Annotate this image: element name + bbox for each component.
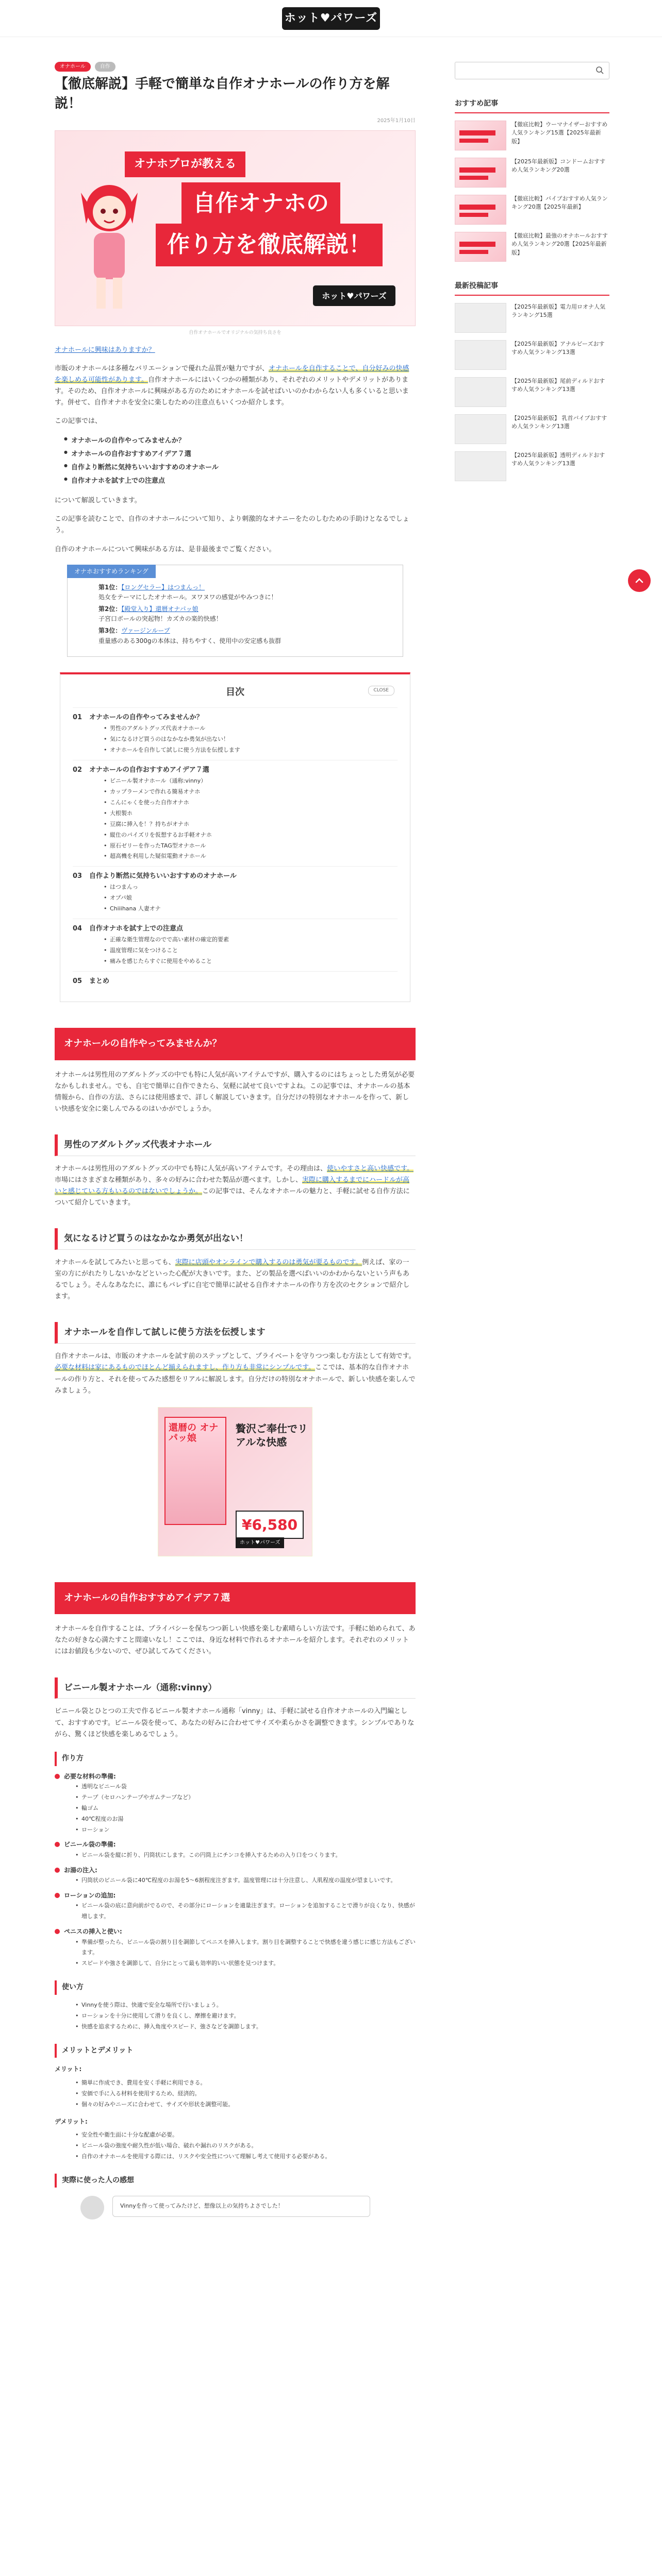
latest-item[interactable] xyxy=(455,377,609,407)
ranking-link-1[interactable]: 【ロングセラー】はつまんっ！ xyxy=(121,583,205,591)
toc-subentry[interactable]: • Chiiihana 人妻オナ xyxy=(104,904,398,914)
merit-list xyxy=(75,2078,416,2110)
s1a-link[interactable]: 使いやすさと高い快感です。 xyxy=(327,1164,414,1173)
latest-thumbnail xyxy=(455,340,506,370)
merit-item: • 個々の好みやニーズに合わせて、サイズや形状を調整可能。 xyxy=(75,2099,416,2110)
step-heading: ビニール袋の準備: xyxy=(55,1839,416,1850)
demerit-item: • 安全性や衛生面に十分な配慮が必要。 xyxy=(75,2130,416,2141)
ranking-item-2 xyxy=(98,604,392,624)
hero-image xyxy=(55,130,416,326)
toc-number: 03 xyxy=(73,872,82,880)
hero-logo: ホット♥パワーズ xyxy=(313,285,395,306)
ranking-item-3 xyxy=(98,626,392,646)
s1b-text-b: 例えば、家の一室の方にがれたりしないかなどといった心配が大きいです。また、どの製品を選べばいいのかわからないという声もあるでしょう。そんなあなたに、誰にもバレずに自宅で簡単に試せる自作オナホールの作り方を次のセクションで紹介します。 xyxy=(55,1259,410,1301)
toc-subentry[interactable]: • はつまんっ xyxy=(104,882,398,893)
latest-thumbnail xyxy=(455,377,506,407)
toc-sublist xyxy=(104,776,398,862)
site-logo-text: ホット♥パワーズ xyxy=(284,12,378,25)
step-heading: ペニスの挿入と使い: xyxy=(55,1926,416,1937)
site-logo[interactable] xyxy=(282,7,380,30)
demerit-list xyxy=(75,2130,416,2162)
toc-subentry[interactable]: • ビニール製オナホール（通称:vinny） xyxy=(104,776,398,787)
intro-bullet: ● オナホールの自作おすすめアイデア７選 xyxy=(64,448,416,461)
avatar xyxy=(80,2196,104,2219)
intro-link[interactable]: オナホールに興味はありますか？ xyxy=(55,346,155,354)
step-items xyxy=(75,1850,416,1861)
latest-title: 【2025年最新版】電力用ロオナ人気ランキング15選 xyxy=(511,303,605,319)
latest-title: 【2025年最新版】 乳首バイブおすすめ人気ランキング13選 xyxy=(511,414,607,430)
latest-title: 【2025年最新版】尾前ディルドおすすめ人気ランキング13選 xyxy=(511,377,605,393)
step-item: • 輪ゴム xyxy=(75,1803,416,1814)
intro-p1-link[interactable]: オナホールを自作することで、自分好みの快感を楽しめる可能性があります。 xyxy=(55,364,409,384)
hero-line1: 自作オナホの xyxy=(181,182,340,225)
step-item: • 準備が整ったら、ビニール袋の割り目を調節してペニスを挿入します。割り目を調整することで快感を違う感じに感じ方法もございます。 xyxy=(75,1937,416,1959)
section-heading-2: オナホールの自作おすすめアイデア７選 xyxy=(55,1582,416,1615)
chevron-up-icon xyxy=(634,575,644,586)
usage-list xyxy=(75,2000,416,2032)
search-box xyxy=(455,62,609,79)
ranking-desc: 重量感のある300gの本体は、持ちやすく、使用中の安定感も抜群 xyxy=(98,637,282,645)
merit-label: メリット: xyxy=(55,2065,82,2073)
speech-bubble: Vinnyを作って使ってみたけど、想像以上の気持ちよさでした！ xyxy=(112,2196,370,2217)
product-shop-logo: ホット♥パワーズ xyxy=(236,1537,284,1548)
step-heading: お湯の注入: xyxy=(55,1865,416,1875)
subheading-2: 気になるけど買うのはなかなか勇気が出ない！ xyxy=(55,1228,416,1250)
post-title: 【徹底解説】手軽で簡単な自作オナホールの作り方を解説！ xyxy=(55,76,390,111)
subheading-1: 男性のアダルトグッズ代表オナホール xyxy=(55,1134,416,1156)
subheading-3: オナホールを自作して試しに使う方法を伝授します xyxy=(55,1322,416,1344)
usage-heading: 使い方 xyxy=(55,1980,416,1995)
main-content xyxy=(55,62,416,2219)
toc-section xyxy=(73,760,398,866)
post-tags xyxy=(55,62,416,72)
intro-paragraph-5: 自作のオナホールについて興味がある方は、是非最後までご覧ください。 xyxy=(55,545,276,553)
recommended-list xyxy=(455,121,609,262)
toc-subentry[interactable]: • 正確な衛生管理なのでで高い素材の確定的要素 xyxy=(104,935,398,945)
recommended-item[interactable] xyxy=(455,195,609,225)
step-item: • 40℃程度のお湯 xyxy=(75,1814,416,1825)
intro-p1-b: 自作オナホールにはいくつかの種類があり、それぞれのメリットやデメリットがあります。そのため、自作オナホールに興味がある方のためにオナホールを試せばいいのかわからない人も多くいると思います。併せて、自作オナホを安全に楽しむための注意点もいくつか紹介します。 xyxy=(55,376,409,407)
latest-item[interactable] xyxy=(455,414,609,444)
ranking-rank: 第2位： xyxy=(98,605,122,613)
page-top-button[interactable] xyxy=(628,569,651,592)
s1a-text-b: 市場にはさまざまな種類があり、多々の好みに合わせた製品が選べます。しかし、 xyxy=(55,1176,302,1184)
ranking-link-3[interactable]: ヴァージンループ xyxy=(121,627,170,635)
demerit-label: デメリット: xyxy=(55,2117,88,2125)
hero-caption: 自作オナホールでオリジナルの気持ち良さを xyxy=(189,330,282,336)
intro-bullet: ● オナホールの自作やってみませんか？ xyxy=(64,434,416,448)
product-banner[interactable] xyxy=(158,1407,312,1556)
demerit-item: • 自作のオナホールを使用する際には、リスクや安全性について理解し考えて使用する必要がある。 xyxy=(75,2151,416,2162)
product-tagline: 贅沢ご奉仕でリアルな快感 xyxy=(236,1422,308,1448)
ranking-desc: 処女をテーマにしたオナホール。ヌワヌワの感覚がやみつきに！ xyxy=(98,593,277,601)
toc-entry[interactable] xyxy=(73,871,398,882)
recommended-thumbnail xyxy=(455,158,506,188)
step-item: • ローション xyxy=(75,1825,416,1836)
latest-item[interactable] xyxy=(455,451,609,481)
toc-section xyxy=(73,707,398,760)
toc-subentry[interactable]: • こんにゃくを使った自作オナホ xyxy=(104,798,398,808)
step-heading: ローションの追加: xyxy=(55,1890,416,1901)
recommended-title: 【2025年最新版】コンドームおすすめ人気ランキング20選 xyxy=(511,158,606,174)
toc-entry[interactable] xyxy=(73,976,398,987)
recommended-title: 【徹底比較】ウーマナイザーおすすめ人気ランキング15選【2025年最新版】 xyxy=(511,121,608,145)
step-item: • テープ（セロハンテープやガムテープなど） xyxy=(75,1792,416,1803)
usage-item: • Vinnyを使う際は、快適で安全な場所で行いましょう。 xyxy=(75,2000,416,2011)
voice-heading: 実際に使った人の感想 xyxy=(55,2174,416,2188)
s1c-text-b: ここでは、基本的な自作オナホールの作り方と、それを使ってみた感想をリアルに解説します。自分だけの特別なオナホールで、新しい快感を楽しんでみましょう。 xyxy=(55,1364,416,1395)
subsection-3-paragraph xyxy=(55,1351,416,1396)
toc-entry-label: オナホールの自作やってみませんか？ xyxy=(89,714,203,722)
toc-subentry[interactable]: • オプパ娘 xyxy=(104,893,398,904)
product-price: ¥6,580 xyxy=(236,1511,304,1539)
intro-bullet: ● 自作オナホを試す上での注意点 xyxy=(64,474,416,488)
toc-number: 01 xyxy=(73,714,82,722)
s1c-text-a: 自作オナホールは、市販のオナホールを試す前のステップとして、プライベートを守りつつ楽しむ方法として有効です。 xyxy=(55,1352,416,1361)
toc-number: 02 xyxy=(73,766,82,774)
toc-subentry[interactable]: • 痛みを感じたらすぐに使用をやめること xyxy=(104,956,398,967)
intro-paragraph-1 xyxy=(55,363,416,409)
subsection-4-paragraph: ビニール袋とひとつの工夫で作るビニール製オナホール通称「vinny」は、手軽に試せる自作オナホールの入門編として、おすすめです。ビニール袋を使って、あなたの好みに合わせてサイズや柔らかさを調整できます。シンプルでありながら、驚くほど快感を楽しめるでしょう。 xyxy=(55,1707,415,1738)
site-header xyxy=(0,0,662,37)
latest-list xyxy=(455,303,609,481)
toc-entry[interactable] xyxy=(73,712,398,723)
recommended-title: 【徹底比較】バイブおすすめ人気ランキング20選【2025年最新】 xyxy=(511,195,608,211)
ranking-box xyxy=(67,565,403,657)
demerit-item: • ビニール袋の強度や耐久性が低い場合、破れや漏れのリスクがある。 xyxy=(75,2141,416,2151)
section-heading-1: オナホールの自作やってみませんか？ xyxy=(55,1028,416,1060)
ranking-rank: 第3位： xyxy=(98,627,122,635)
latest-thumbnail xyxy=(455,414,506,444)
toc-entry-label: 自作より断然に気持ちいいおすすめのオナホール xyxy=(89,872,237,880)
step-items xyxy=(75,1782,416,1835)
step-heading: 必要な材料の準備: xyxy=(55,1771,416,1782)
ranking-link-2[interactable]: 【殿堂入り】還暦オナパッ娘 xyxy=(121,605,198,613)
tag-onahole[interactable]: オナホール xyxy=(55,62,91,72)
s1a-text-c: この記事では、そんなオナホールの魅力と、手軽に試せる自作方法について紹介していきます。 xyxy=(55,1187,410,1207)
step-items xyxy=(75,1901,416,1922)
latest-heading: 最新投稿記事 xyxy=(455,280,609,296)
intro-link-paragraph xyxy=(55,345,416,356)
latest-title: 【2025年最新版】透明ディルドおすすめ人気ランキング13選 xyxy=(511,451,605,467)
howto-steps xyxy=(55,1771,416,1970)
recommended-item[interactable] xyxy=(455,121,609,150)
s1a-text-a: オナホールは男性用のアダルトグッズの中でも特に人気が高いアイテムです。その理由は、 xyxy=(55,1164,327,1173)
toc-section xyxy=(73,919,398,971)
toc-subentry[interactable]: • カップラーメンで作れる簡易オナホ xyxy=(104,787,398,798)
intro-paragraph-2: この記事では、 xyxy=(55,417,102,426)
intro-bullets xyxy=(64,434,416,488)
merit-item: • 安価で手に入る材料を使用するため、経済的。 xyxy=(75,2089,416,2099)
s1a-link-2[interactable]: 実際に購入するまでにハードルが高いと感じている方もいるのではないでしょうか。 xyxy=(55,1176,409,1195)
step-item: • 円筒状のビニール袋に40℃程度のお湯を5〜6割程度注ぎます。温度管理には十分注意し、人肌程度の温度が望ましいです。 xyxy=(75,1875,416,1886)
recommended-item[interactable] xyxy=(455,158,609,188)
intro-paragraph-4: この記事を読むことで、自作のオナホールについて知り、より刺激的なオナニーをたのしむための手助けとなるでしょう。 xyxy=(55,515,409,535)
intro-paragraph-3: について解説していきます。 xyxy=(55,497,141,505)
subsection-2-paragraph xyxy=(55,1257,416,1302)
merit-heading: メリットとデメリット xyxy=(55,2044,416,2058)
section-1-paragraph: オナホールは男性用のアダルトグッズの中でも特に人気が高いアイテムですが、購入するのにはちょっとした勇気が必要なかもしれません。でも、自宅で簡単に自作できたら、気軽に試せて良いですよね。この記事では、オナホールの基本情報から、自作の方法、さらには使用感まで、詳しく解説していきます。自分だけの特別なオナホールを作って、新しい快感を安全に楽しんでみるのはいかがでしょうか。 xyxy=(55,1071,415,1113)
step-item: • スピードや強さを調節して、自分にとって最も効率的いい状態を見つけます。 xyxy=(75,1958,416,1969)
recommended-thumbnail xyxy=(455,232,506,262)
section-2-paragraph: オナホールを自作することは、プライバシーを保ちつつ新しい快感を楽しむ素晴らしい方法です。手軽に始められて、あなたの好きな心満たすこと間違いなし！ここでは、身近な材料で作れるオナホールを紹介します。それぞれのメリットにはお値段も少ないので、ぜひ試してみてください。 xyxy=(55,1625,416,1656)
intro-p1-a: 市販のオナホールは多種なバリエーションで優れた品質が魅力ですが、 xyxy=(55,364,269,372)
toc-number: 04 xyxy=(73,925,82,933)
toc-section xyxy=(73,971,398,991)
ranking-item-1 xyxy=(98,583,392,602)
intro-bullet: ● 自作より断然に気持ちいいおすすめのオナホール xyxy=(64,461,416,474)
toc-subentry[interactable]: • 超高機を利用した疑似電動オナホール xyxy=(104,851,398,862)
table-of-contents xyxy=(60,672,410,1002)
recommended-title: 【徹底比較】最強のオナホールおすすめ人気ランキング20選【2025年最新版】 xyxy=(511,232,608,256)
step-item: • 透明なビニール袋 xyxy=(75,1782,416,1792)
product-copy xyxy=(236,1422,308,1449)
toc-sublist xyxy=(104,935,398,967)
ranking-rank: 第1位： xyxy=(98,583,122,591)
post-date: 2025年1月10日 xyxy=(377,118,416,124)
toc-entry[interactable] xyxy=(73,765,398,776)
toc-title: 目次 xyxy=(226,686,244,698)
product-package xyxy=(164,1417,226,1525)
step-item: • ビニール袋を縦に折り、円筒状にします。この円筒上にチンコを挿入するための入り口をつくります。 xyxy=(75,1850,416,1861)
ranking-desc: 子宮口ボールの突起物！カズカの楽的快感！ xyxy=(98,615,222,623)
toc-subentry[interactable]: • 大根製ホ xyxy=(104,808,398,819)
toc-subentry[interactable]: • 気になるけど買うのはなかなか勇気が出ない！ xyxy=(104,734,398,745)
toc-subentry[interactable]: • オナホールを自作して試しに使う方法を伝授します xyxy=(104,745,398,756)
merit-item: • 簡単に作成でき、費用を安く手軽に利用できる。 xyxy=(75,2078,416,2089)
recommended-thumbnail xyxy=(455,121,506,150)
recommended-item[interactable] xyxy=(455,232,609,262)
toc-entry[interactable] xyxy=(73,923,398,935)
recommended-heading: おすすめ記事 xyxy=(455,98,609,113)
latest-thumbnail xyxy=(455,451,506,481)
tag-diy[interactable]: 自作 xyxy=(95,62,115,72)
latest-title: 【2025年最新版】アナルビーズおすすめ人気ランキング13選 xyxy=(511,340,605,356)
recommended-thumbnail xyxy=(455,195,506,225)
toc-entry-label: オナホールの自作おすすめアイデア７選 xyxy=(89,766,209,774)
latest-thumbnail xyxy=(455,303,506,333)
s1b-text-a: オナホールを試してみたいと思っても、 xyxy=(55,1259,175,1267)
latest-item[interactable] xyxy=(455,340,609,370)
toc-sections xyxy=(73,707,398,991)
toc-entry-label: まとめ xyxy=(89,977,110,985)
latest-item[interactable] xyxy=(455,303,609,333)
toc-sublist xyxy=(104,882,398,914)
subheading-4: ビニール製オナホール（通称:vinny） xyxy=(55,1677,416,1699)
user-voice xyxy=(80,2196,416,2219)
toc-subentry[interactable]: • 男性のアダルトグッズ代表オナホール xyxy=(104,723,398,734)
subsection-1-paragraph xyxy=(55,1163,416,1209)
toc-entry-label: 自作オナホを試す上での注意点 xyxy=(89,925,184,933)
ranking-label: オナホおすすめランキング xyxy=(67,565,156,578)
toc-subentry[interactable]: • 縦仕のパイズリを仮想するお手軽オナホ xyxy=(104,830,398,841)
search-input[interactable] xyxy=(455,62,584,79)
step-item: • ビニール袋の底に意向前がでるので、その部分にローションを適量注ぎます。ローションを追加することで滑りが良くなり、快感が増します。 xyxy=(75,1901,416,1922)
hero-girl-illustration xyxy=(71,177,148,316)
s1c-link[interactable]: 必要な材料は家にあるものでほとんど揃えられますし、作り方も非常にシンプルです。 xyxy=(55,1364,316,1372)
toc-close-button[interactable]: CLOSE xyxy=(368,686,394,696)
search-icon[interactable] xyxy=(595,66,604,74)
usage-item: • ローションを十分に使用して滑りを良くし、摩擦を避けます。 xyxy=(75,2011,416,2022)
toc-subentry[interactable]: • 豆腐に挿入を！？持ちがオナホ xyxy=(104,819,398,830)
toc-subentry[interactable]: • 温度管理に気をつけること xyxy=(104,945,398,956)
step-items xyxy=(75,1937,416,1970)
hero-line2: 作り方を徹底解説！ xyxy=(156,224,383,266)
s1b-link[interactable]: 実際に店頭やオンラインで購入するのは勇気が要るものです。 xyxy=(175,1259,362,1267)
howto-heading: 作り方 xyxy=(55,1752,416,1766)
toc-subentry[interactable]: • 原石ゼリーを作ったTAG型オナホール xyxy=(104,841,398,852)
sidebar xyxy=(455,62,609,488)
product-package-title: 還暦の オナパッ娘 xyxy=(169,1422,219,1444)
hero-ribbon: オナホプロが教える xyxy=(125,151,245,177)
toc-section xyxy=(73,866,398,919)
usage-item: • 快感を追求するために、挿入角度やスピード、強さなどを調節します。 xyxy=(75,2022,416,2032)
toc-number: 05 xyxy=(73,977,82,985)
step-items xyxy=(75,1875,416,1886)
toc-sublist xyxy=(104,723,398,756)
